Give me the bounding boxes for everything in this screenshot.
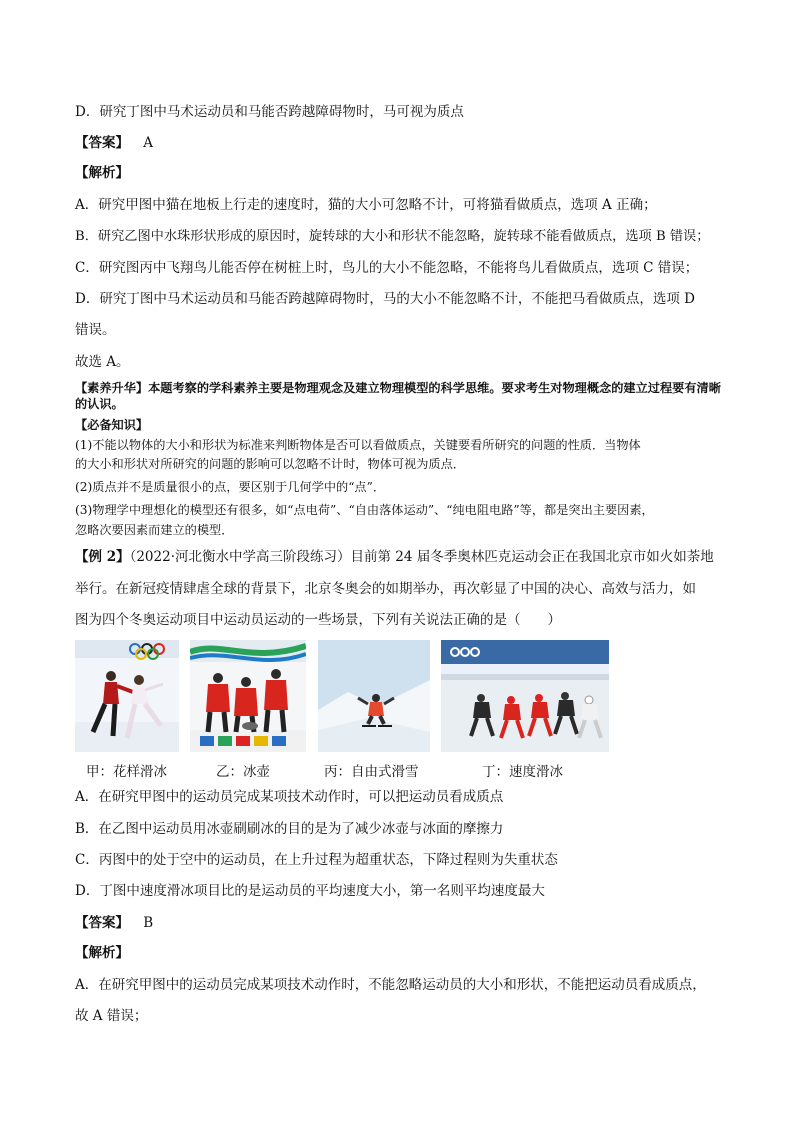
freestyle-skiing-photo — [318, 640, 430, 752]
analysis-a: A．研究甲图中猫在地板上行走的速度时，猫的大小可忽略不计，可将猫看做质点，选项 A 正确； — [75, 197, 657, 213]
analysis-d-line1: D．研究丁图中马术运动员和马能否跨越障碍物时，马的大小不能忽略不计，不能把马看做质点，选项 D — [75, 291, 695, 307]
caption-jia: 甲：花样滑冰 — [86, 764, 167, 780]
example2-q1: 目前第 24 届冬季奥林匹克运动会正在我国北京市如火如荼地 — [350, 549, 714, 565]
literacy-label: 【素养升华】 — [75, 381, 149, 395]
analysis-c: C．研究图丙中飞翔鸟儿能否停在树桩上时，鸟儿的大小不能忽略，不能将鸟儿看做质点，选项 C 错误； — [75, 260, 699, 276]
analysis-b: B．研究乙图中水珠形状形成的原因时，旋转球的大小和形状不能忽略，旋转球不能看做质点，选项 B 错误； — [75, 229, 710, 244]
previous-option-d: D．研究丁图中马术运动员和马能否跨越障碍物时，马可视为质点 — [75, 104, 464, 120]
knowledge-label: 【必备知识】 — [75, 418, 149, 432]
example2-q3: 图为四个冬奥运动项目中运动员运动的一些场景，下列有关说法正确的是（ ） — [75, 612, 561, 628]
example2-option-b: B．在乙图中运动员用冰壶刷刷冰的目的是为了减少冰壶与冰面的摩擦力 — [75, 821, 504, 837]
knowledge-3a: (3)物理学中理想化的模型还有很多，如“点电荷”、“自由落体运动”、“纯电阻电路”等，都是突出主要因素， — [75, 503, 654, 517]
answer-row — [75, 134, 725, 152]
example2-label: 【例 2】 — [75, 549, 130, 565]
example2-option-c: C．丙图中的处于空中的运动员，在上升过程为超重状态，下降过程则为失重状态 — [75, 852, 558, 868]
example2-source: （2022·河北衡水中学高三阶段练习） — [129, 549, 351, 565]
caption-ding: 丁：速度滑冰 — [482, 764, 563, 780]
answer-value: A — [143, 135, 154, 151]
answer-label: 【答案】 — [75, 135, 129, 151]
example2-option-d: D．丁图中速度滑冰项目比的是运动员的平均速度大小，第一名则平均速度最大 — [75, 883, 545, 899]
caption-yi: 乙：冰壶 — [216, 764, 270, 780]
analysis-d-line2: 错误。 — [75, 322, 116, 338]
example2-answer-label: 【答案】 — [75, 915, 129, 931]
example2-line1 — [75, 548, 725, 566]
knowledge-1a: (1)不能以物体的大小和形状为标准来判断物体是否可以看做质点，关键要看所研究的问题的性质．当物体 — [75, 438, 641, 452]
example2-q2: 举行。在新冠疫情肆虐全球的背景下，北京冬奥会的如期举办，再次彰显了中国的决心、高效与活力，如 — [75, 581, 696, 597]
knowledge-1b: 的大小和形状对所研究的问题的影响可以忽略不计时，物体可视为质点． — [75, 457, 465, 471]
example2-answer-value: B — [143, 915, 154, 931]
caption-bing: 丙：自由式滑雪 — [324, 764, 419, 780]
literacy-block — [75, 380, 725, 412]
example2-option-a: A．在研究甲图中的运动员完成某项技术动作时，可以把运动员看成质点 — [75, 789, 504, 805]
example2-analysis-a-line2: 故 A 错误； — [75, 1008, 148, 1024]
analysis-label: 【解析】 — [75, 165, 129, 181]
example2-analysis-label: 【解析】 — [75, 945, 129, 961]
example2-analysis-a-line1: A．在研究甲图中的运动员完成某项技术动作时，不能忽略运动员的大小和形状，不能把运动员看成质点， — [75, 977, 706, 993]
literacy-text: 本题考察的学科素养主要是物理观念及建立物理模型的科学思维。要求考生对物理概念的建立过程要有清晰的认识。 — [75, 381, 721, 411]
knowledge-2: (2)质点并不是质量很小的点，要区别于几何学中的“点”． — [75, 480, 386, 494]
curling-photo — [190, 640, 306, 752]
example2-answer-row — [75, 914, 725, 932]
figure-skating-photo — [75, 640, 179, 752]
choose-answer: 故选 A。 — [75, 354, 130, 370]
speed-skating-photo — [441, 640, 609, 752]
knowledge-3b: 忽略次要因素而建立的模型． — [75, 523, 234, 537]
